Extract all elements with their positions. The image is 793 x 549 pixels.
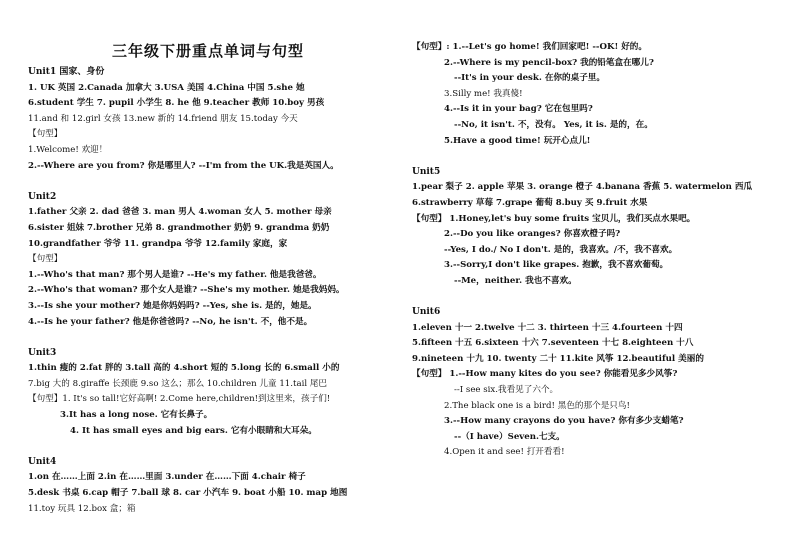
text-line: 1.thin 瘦的 2.fat 胖的 3.tall 高的 4.short 短的 5.long 长的 6.small 小的 bbox=[28, 363, 340, 374]
text-line: 4.Open it and see! 打开看看! bbox=[444, 447, 565, 458]
spacer bbox=[28, 174, 388, 190]
text-line: 2.--Who's that woman? 那个女人是谁? --She's my mother. 她是我妈妈。 bbox=[28, 285, 345, 296]
text-line: 2.The black one is a bird! 黑色的那个是只鸟! bbox=[444, 400, 630, 411]
unit-heading: Unit6 bbox=[412, 307, 441, 318]
text-line: 5.Have a good time! 玩开心点儿! bbox=[444, 135, 591, 146]
text-line: 【句型】 bbox=[28, 129, 63, 140]
text-line: 【句型】: 1.--Let's go home! 我们回家吧! --OK! 好的。 bbox=[412, 42, 647, 52]
text-line: 3.It has a long nose. 它有长鼻子。 bbox=[60, 410, 213, 421]
text-line: 3.--Is she your mother? 她是你妈妈吗? --Yes, she is. 是的，她是。 bbox=[28, 300, 317, 311]
spacer bbox=[412, 290, 782, 306]
unit-heading: Unit2 bbox=[28, 191, 57, 202]
left-lines bbox=[28, 65, 388, 517]
text-line: 【句型】1. It's so tall!它好高啊! 2.Come here,children!到这里来，孩子们! bbox=[28, 394, 331, 405]
text-line: 1.--Who's that man? 那个男人是谁? --He's my father. 他是我爸爸。 bbox=[28, 269, 322, 280]
unit-heading: Unit4 bbox=[28, 456, 57, 467]
text-line: 5.desk 书桌 6.cap 帽子 7.ball 球 8. car 小汽车 9. boat 小船 10. map 地图 bbox=[28, 488, 348, 499]
text-line: 9.nineteen 十九 10. twenty 二十 11.kite 风筝 12.beautiful 美丽的 bbox=[412, 353, 704, 364]
text-line: 2.--Where are you from? 你是哪里人? --I'm from the UK.我是英国人。 bbox=[28, 160, 339, 171]
text-line: 6.sister 姐妹 7.brother 兄弟 8. grandmother 奶奶 9. grandma 奶奶 bbox=[28, 222, 330, 233]
text-line: 3.--How many crayons do you have? 你有多少支蜡笔? bbox=[444, 416, 684, 427]
text-line: 4.--Is it in your bag? 它在包里吗? bbox=[444, 104, 593, 115]
text-line: 11.toy 玩具 12.box 盒；箱 bbox=[28, 503, 136, 514]
text-line: 1.father 父亲 2. dad 爸爸 3. man 男人 4.woman 女人 5. mother 母亲 bbox=[28, 207, 332, 218]
spacer bbox=[28, 439, 388, 455]
text-line: 1.pear 梨子 2. apple 苹果 3. orange 橙子 4.banana 香蕉 5. watermelon 西瓜 bbox=[412, 182, 753, 193]
page-title: 三年级下册重点单词与句型 bbox=[111, 42, 304, 60]
text-line: 1. UK 英国 2.Canada 加拿大 3.USA 美国 4.China 中国 5.she 她 bbox=[28, 82, 305, 93]
text-line: 4.--Is he your father? 他是你爸爸吗? --No, he isn't. 不，他不是。 bbox=[28, 316, 313, 327]
text-line: 1.eleven 十一 2.twelve 十二 3. thirteen 十三 4.fourteen 十四 bbox=[412, 322, 683, 333]
spacer bbox=[28, 330, 388, 346]
text-line: --（I have）Seven.七支。 bbox=[454, 431, 565, 442]
right-lines bbox=[412, 40, 782, 461]
text-line: 2.--Do you like oranges? 你喜欢橙子吗? bbox=[444, 229, 621, 240]
text-line: 6.strawberry 草莓 7.grape 葡萄 8.buy 买 9.fruit 水果 bbox=[412, 197, 648, 208]
left-column bbox=[28, 0, 388, 517]
text-line: --No, it isn't. 不，没有。 Yes, it is. 是的，在。 bbox=[454, 119, 653, 130]
unit-heading: Unit1 国家、身份 bbox=[28, 67, 105, 77]
text-line: 3.Silly me! 我真傻! bbox=[444, 88, 523, 99]
unit-heading: Unit3 bbox=[28, 347, 57, 358]
text-line: 11.and 和 12.girl 女孩 13.new 新的 14.friend 朋友 15.today 今天 bbox=[28, 113, 298, 124]
text-line: 【句型】 1.Honey,let's buy some fruits 宝贝儿，我们买点水果吧。 bbox=[412, 213, 696, 224]
text-line: 1.on 在……上面 2.in 在……里面 3.under 在……下面 4.chair 椅子 bbox=[28, 472, 306, 483]
text-line: 6.student 学生 7. pupil 小学生 8. he 他 9.teacher 教师 10.boy 男孩 bbox=[28, 98, 325, 109]
text-line: --Yes, I do./ No I don't. 是的，我喜欢。/不，我不喜欢。 bbox=[444, 244, 678, 255]
right-column bbox=[412, 40, 782, 461]
text-line: 【句型】 1.--How many kites do you see? 你能看见多少风筝? bbox=[412, 369, 678, 380]
text-line: --Me，neither. 我也不喜欢。 bbox=[454, 275, 577, 286]
text-line: 10.grandfather 爷爷 11. grandpa 爷爷 12.family 家庭，家 bbox=[28, 238, 288, 249]
text-line: 2.--Where is my pencil-box? 我的铅笔盒在哪儿? bbox=[444, 57, 654, 68]
unit-heading: Unit5 bbox=[412, 166, 441, 177]
spacer bbox=[412, 149, 782, 165]
text-line: --I see six.我看见了六个。 bbox=[454, 385, 559, 396]
text-line: 1.Welcome! 欢迎！ bbox=[28, 144, 108, 155]
text-line: 3.--Sorry,I don't like grapes. 抱歉，我不喜欢葡萄。 bbox=[444, 260, 669, 271]
text-line: --It's in your desk. 在你的桌子里。 bbox=[454, 73, 605, 84]
text-line: 4. It has small eyes and big ears. 它有小眼睛和大耳朵。 bbox=[70, 425, 317, 436]
text-line: 【句型】 bbox=[28, 254, 63, 265]
text-line: 7.big 大的 8.giraffe 长颈鹿 9.so 这么；那么 10.children 儿童 11.tail 尾巴 bbox=[28, 378, 327, 389]
text-line: 5.fifteen 十五 6.sixteen 十六 7.seventeen 十七 8.eighteen 十八 bbox=[412, 338, 694, 349]
